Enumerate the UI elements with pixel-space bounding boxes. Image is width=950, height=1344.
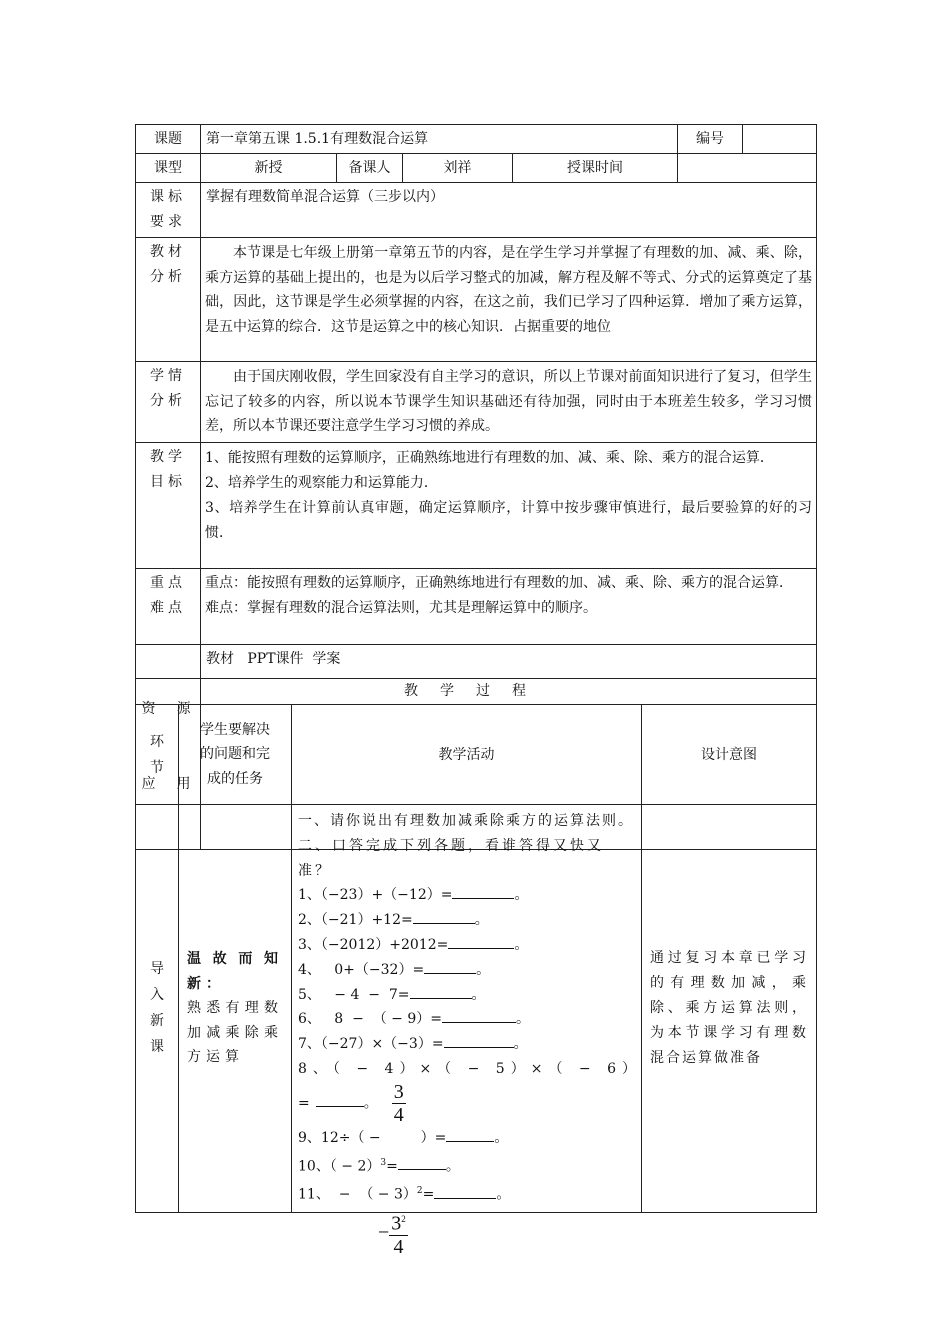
period: 。 — [514, 887, 529, 904]
col-huan-jie: 环节 — [136, 705, 179, 805]
question-10-text: 10、（ − 2） — [298, 1158, 381, 1175]
key-point: 重点：能按照有理数的运算顺序，正确熟练地进行有理数的加、减、乘、除、乘方的混合运算． — [205, 574, 793, 591]
answer-blank[interactable] — [448, 934, 514, 949]
intent-text: 通过复习本章已学习的有理数加减，乘除、乘方运算法则，为本节课学习有理数混合运算做准备 — [642, 805, 817, 1213]
fraction-numerator: 3 — [393, 1080, 404, 1103]
mu-biao-label-2: 目标 — [150, 473, 186, 490]
xue-qing-label-2: 分析 — [150, 393, 186, 409]
question-4-text: 4、 0+（−32）= — [298, 961, 425, 978]
numerator-exponent: 2 — [401, 1214, 406, 1224]
question-6 — [298, 1007, 635, 1032]
fraction-3-4 — [392, 1081, 406, 1126]
shou-ke-shi-jian-label: 授课时间 — [513, 154, 678, 183]
footer-fraction-body — [389, 1208, 408, 1258]
activity-line-2: 二、口答完成下列各题，看谁答得又快又准？ — [298, 837, 604, 879]
bian-hao-label: 编号 — [678, 125, 743, 154]
footer-fraction-denominator: 4 — [393, 1235, 404, 1258]
ke-ti-label: 课题 — [136, 125, 201, 154]
question-1 — [298, 883, 635, 908]
xue-qing-text: 由于国庆刚收假，学生回家没有自主学习的意识，所以上节课对前面知识进行了复习，但学生忘记了较多的内容，所以说本节课学生知识基础还有待加强，同时由于本班差生较多，学习习惯差，所以本节课还要注意学生学习习惯的养成。 — [201, 362, 817, 443]
zhong-dian-label — [136, 568, 201, 644]
teaching-process-table — [135, 678, 817, 1213]
answer-blank[interactable] — [434, 1184, 496, 1199]
zhong-dian-label-2: 难点 — [150, 599, 186, 616]
task-cell — [179, 805, 292, 1213]
answer-blank[interactable] — [424, 959, 476, 974]
ke-biao-label-1: 课标 — [150, 189, 186, 205]
question-7-text: 7、（−27）×（−3）= — [298, 1036, 444, 1053]
answer-blank[interactable] — [413, 909, 475, 924]
task-text: 熟悉有理数加减乘除乘方运算 — [187, 1000, 283, 1066]
footer-fraction — [378, 1208, 408, 1258]
zi-yuan-label-1: 资 源 — [141, 700, 195, 717]
exponent: 2 — [416, 1186, 423, 1197]
activity-line-1: 一、请你说出有理数加减乘除乘方的运算法则。 — [298, 813, 634, 829]
question-2 — [298, 908, 635, 933]
col-activity: 教学活动 — [292, 705, 642, 805]
ke-biao-label-2: 要求 — [150, 214, 186, 230]
exponent: 3 — [380, 1157, 387, 1168]
question-3 — [298, 933, 635, 958]
question-8-text: 8、（ − 4）×（ − 5）×（ − 6）= — [298, 1060, 635, 1112]
jiao-cai-label-1: 教材 — [150, 244, 186, 260]
numerator-base: 3 — [391, 1212, 402, 1235]
period: 。 — [494, 1129, 509, 1146]
xue-qing-label-1: 学情 — [150, 368, 186, 384]
answer-blank[interactable] — [316, 1092, 364, 1107]
bei-ke-ren-value: 刘祥 — [403, 154, 513, 183]
period: 。 — [363, 1095, 384, 1112]
question-6-text: 6、 8 − （ − 9）= — [298, 1011, 442, 1028]
ke-xing-label: 课型 — [136, 154, 201, 183]
zhong-dian-text — [201, 568, 817, 644]
minus-sign: − — [378, 1221, 390, 1244]
answer-blank[interactable] — [398, 1155, 446, 1170]
stage-label: 导入新课 — [150, 961, 164, 1056]
question-5-text: 5、 − 4 − 7= — [298, 986, 410, 1003]
process-title: 教学过程 — [136, 679, 817, 705]
period: 。 — [515, 1011, 530, 1028]
jiao-cai-text: 本节课是七年级上册第一章第五节的内容，是在学生学习并掌握了有理数的加、减、乘、除，乘方运算的基础上提出的，也是为以后学习整式的加减，解方程及解不等式、分式的运算奠定了基础，因此，这节课是学生必须掌握的内容，在这之前，我们已学习了四种运算．增加了乘方运算，是五中运算的综合．这节是运算之中的核心知识．占据重要的地位 — [201, 238, 817, 362]
answer-blank[interactable] — [446, 1127, 494, 1142]
ke-xing-value: 新授 — [201, 154, 337, 183]
difficulty-point: 难点：掌握有理数的混合运算法则，尤其是理解运算中的顺序。 — [205, 599, 597, 616]
mu-biao-label — [136, 442, 201, 568]
activity-cell — [292, 805, 642, 1213]
footer-fraction-numerator — [389, 1208, 408, 1236]
question-3-text: 3、（−2012）+2012= — [298, 936, 449, 953]
question-11-text: 11、 − （ − 3） — [298, 1186, 417, 1203]
question-1-text: 1、（−23）+（−12）= — [298, 887, 453, 904]
mu-biao-item-1: 1、能按照有理数的运算顺序，正确熟练地进行有理数的加、减、乘、除、乘方的混合运算． — [205, 449, 774, 466]
zi-yuan-label-2: 应 用 — [141, 775, 195, 792]
question-4 — [298, 958, 635, 983]
question-9 — [298, 1126, 635, 1151]
period: 。 — [476, 961, 491, 978]
question-2-text: 2、（−21）+12= — [298, 912, 413, 929]
mu-biao-text — [201, 442, 817, 568]
mu-biao-item-2: 2、培养学生的观察能力和运算能力． — [205, 474, 438, 491]
zi-yuan-text: 教材 PPT课件 学案 — [201, 644, 817, 849]
xue-qing-label — [136, 362, 201, 443]
col-intent: 设计意图 — [642, 705, 817, 805]
period: 。 — [514, 936, 529, 953]
jiao-cai-label-2: 分析 — [150, 269, 186, 285]
answer-blank[interactable] — [410, 984, 472, 999]
answer-blank[interactable] — [442, 1008, 516, 1023]
question-8 — [298, 1057, 635, 1126]
question-5 — [298, 983, 635, 1008]
question-11: 11、 − （ − 3）$^2$= 。 — [298, 1179, 635, 1207]
period: 。 — [496, 1186, 511, 1203]
period: 。 — [513, 1036, 528, 1053]
question-10: 10、（ − 2）$^3$= 。 — [298, 1151, 635, 1179]
bei-ke-ren-label: 备课人 — [337, 154, 403, 183]
jiao-cai-label — [136, 238, 201, 362]
ke-ti-value: 第一章第五课 1.5.1有理数混合运算 — [201, 125, 678, 154]
shou-ke-shi-jian-value — [678, 154, 817, 183]
col-tasks: 学生要解决的问题和完成的任务 — [179, 705, 292, 805]
question-7 — [298, 1032, 635, 1057]
zhong-dian-label-1: 重点 — [150, 574, 186, 591]
ke-biao-label — [136, 183, 201, 238]
stage-cell — [136, 805, 179, 1213]
period: 。 — [474, 912, 489, 929]
answer-blank[interactable] — [452, 884, 514, 899]
mu-biao-label-1: 教学 — [150, 448, 186, 465]
question-9-tail: ）= — [420, 1129, 447, 1146]
mu-biao-item-3: 3、培养学生在计算前认真审题，确定运算顺序，计算中按步骤审慎进行，最后要验算的好的习惯． — [205, 499, 813, 541]
task-title: 温故而知新： — [187, 951, 283, 992]
period: 。 — [471, 986, 486, 1003]
bian-hao-value — [743, 125, 817, 154]
answer-blank[interactable] — [444, 1033, 514, 1048]
ke-biao-text: 掌握有理数简单混合运算（三步以内） — [201, 183, 817, 238]
question-9-text: 9、12÷（ − — [298, 1129, 381, 1146]
period: 。 — [445, 1158, 460, 1175]
fraction-denominator: 4 — [393, 1103, 404, 1126]
